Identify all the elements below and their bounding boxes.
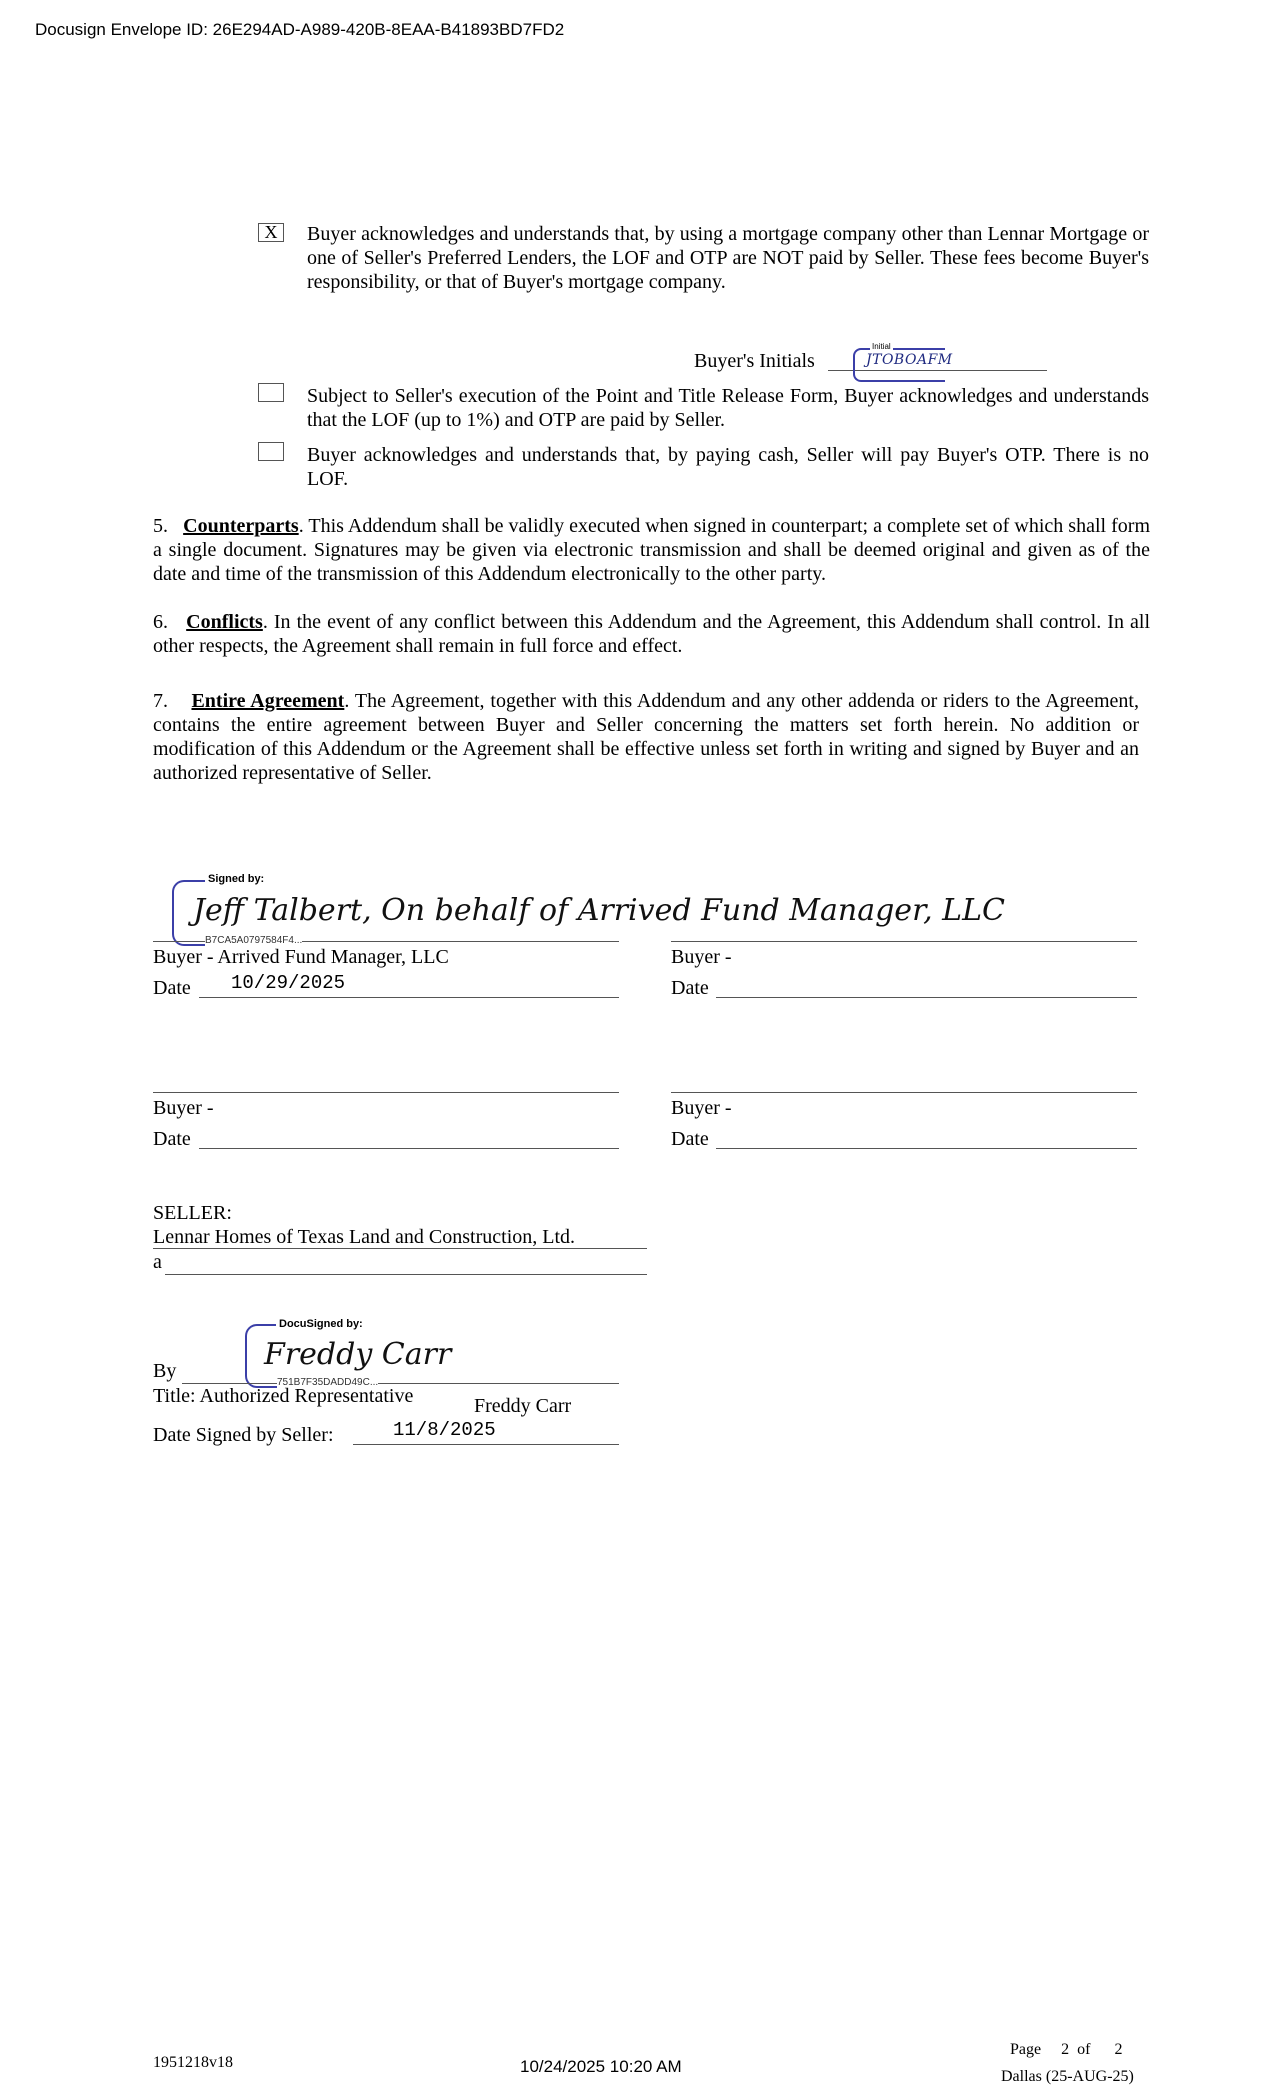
buyer-date-line [199, 997, 619, 998]
section-counterparts [153, 514, 1150, 586]
seller-date: 11/8/2025 [393, 1419, 496, 1441]
seller-a-line [165, 1274, 647, 1275]
seller-signature-tag: DocuSigned by: [276, 1318, 366, 1330]
section-number: 7. [153, 690, 168, 712]
buyer-date: 10/29/2025 [231, 972, 346, 994]
section-text: . The Agreement, together with this Addendum and any other addenda or riders to the Agreement, contains the entire agreement between Buyer and Seller concerning the matters set forth herein. No addition or modification of this Addendum or the Agreement shall be effective unless set forth in writing and signed by Buyer and an authorized representative of Seller. [153, 690, 1139, 784]
seller-name: Freddy Carr [474, 1395, 572, 1417]
footer-timestamp: 10/24/2025 10:20 AM [520, 2057, 682, 2076]
page-of-label: of [1077, 2041, 1091, 2058]
seller-company-line [153, 1248, 647, 1249]
page-label: Page [1010, 2041, 1042, 2058]
buyer-3-date-line[interactable] [199, 1148, 619, 1149]
seller-a-label: a [153, 1251, 162, 1273]
buyer-signature-tag: Signed by: [205, 873, 267, 885]
seller-date-label: Date Signed by Seller: [153, 1424, 334, 1446]
buyer-4-signature-line [671, 1092, 1137, 1093]
footer-page [1010, 2041, 1122, 2059]
buyer-3-date-label: Date [153, 1128, 191, 1150]
buyer-2-label: Buyer - [671, 946, 732, 968]
buyer-label: Buyer - Arrived Fund Manager, LLC [153, 946, 449, 968]
section-number: 6. [153, 611, 168, 633]
envelope-id: Docusign Envelope ID: 26E294AD-A989-420B-8EAA-B41893BD7FD2 [35, 20, 565, 39]
buyer-signature-hash: B7CA5A0797584F4... [205, 935, 303, 946]
seller-signature: Freddy Carr [264, 1337, 452, 1372]
option-text-lennar-mortgage: Buyer acknowledges and understands that, by using a mortgage company other than Lennar Mortgage or one of Seller's Preferred Lenders, the LOF and OTP are NOT paid by Seller. These fees become Buyer's responsibility, or that of Buyer's mortgage company. [307, 223, 1149, 293]
buyer-2-date-label: Date [671, 977, 709, 999]
section-title: Counterparts [183, 515, 299, 537]
page-number: 2 [1061, 2041, 1070, 2058]
section-text: . This Addendum shall be validly executed when signed in counterpart; a complete set of which shall form a single document. Signatures may be given via electronic transmission and shall be deemed original and given as of the date and time of the transmission of this Addendum electronically to the other party. [153, 515, 1150, 585]
seller-by-label: By [153, 1360, 177, 1382]
section-title: Entire Agreement [191, 690, 345, 712]
buyer-2-signature-line [671, 941, 1137, 942]
seller-heading: SELLER: [153, 1202, 232, 1224]
seller-date-line [353, 1444, 619, 1445]
buyer-3-signature-line [153, 1092, 619, 1093]
option-checkbox-point-title-release[interactable] [258, 383, 284, 402]
footer-doc-id: 1951218v18 [153, 2054, 233, 2071]
option-checkbox-lennar-mortgage[interactable]: X [258, 223, 284, 242]
initials-signature: JTOBOAFM [866, 352, 953, 368]
page-total: 2 [1114, 2041, 1123, 2058]
buyers-initials-label: Buyer's Initials [694, 350, 815, 372]
buyer-4-date-label: Date [671, 1128, 709, 1150]
section-entire-agreement [153, 689, 1139, 785]
section-number: 5. [153, 515, 168, 537]
section-text: . In the event of any conflict between this Addendum and the Agreement, this Addendum shall control. In all other respects, the Agreement shall remain in full force and effect. [153, 611, 1150, 657]
section-title: Conflicts [186, 611, 263, 633]
buyer-4-label: Buyer - [671, 1097, 732, 1119]
option-checkbox-cash[interactable] [258, 442, 284, 461]
buyer-date-label: Date [153, 977, 191, 999]
initials-tag: Initial [872, 342, 891, 351]
buyer-2-date-line[interactable] [716, 997, 1137, 998]
seller-company: Lennar Homes of Texas Land and Construction, Ltd. [153, 1226, 576, 1248]
seller-title: Title: Authorized Representative [153, 1385, 414, 1407]
seller-signature-hash: 751B7F35DADD49C... [277, 1377, 379, 1388]
section-conflicts [153, 610, 1150, 658]
option-text-cash: Buyer acknowledges and understands that, by paying cash, Seller will pay Buyer's OTP. There is no LOF. [307, 444, 1149, 490]
buyer-signature: Jeff Talbert, On behalf of Arrived Fund Manager, LLC [193, 893, 1005, 928]
option-text-point-title-release: Subject to Seller's execution of the Point and Title Release Form, Buyer acknowledges and understands that the LOF (up to 1%) and OTP are paid by Seller. [307, 385, 1149, 431]
buyer-4-date-line[interactable] [716, 1148, 1137, 1149]
footer-form: Dallas (25-AUG-25) [1001, 2068, 1134, 2085]
buyer-3-label: Buyer - [153, 1097, 214, 1119]
